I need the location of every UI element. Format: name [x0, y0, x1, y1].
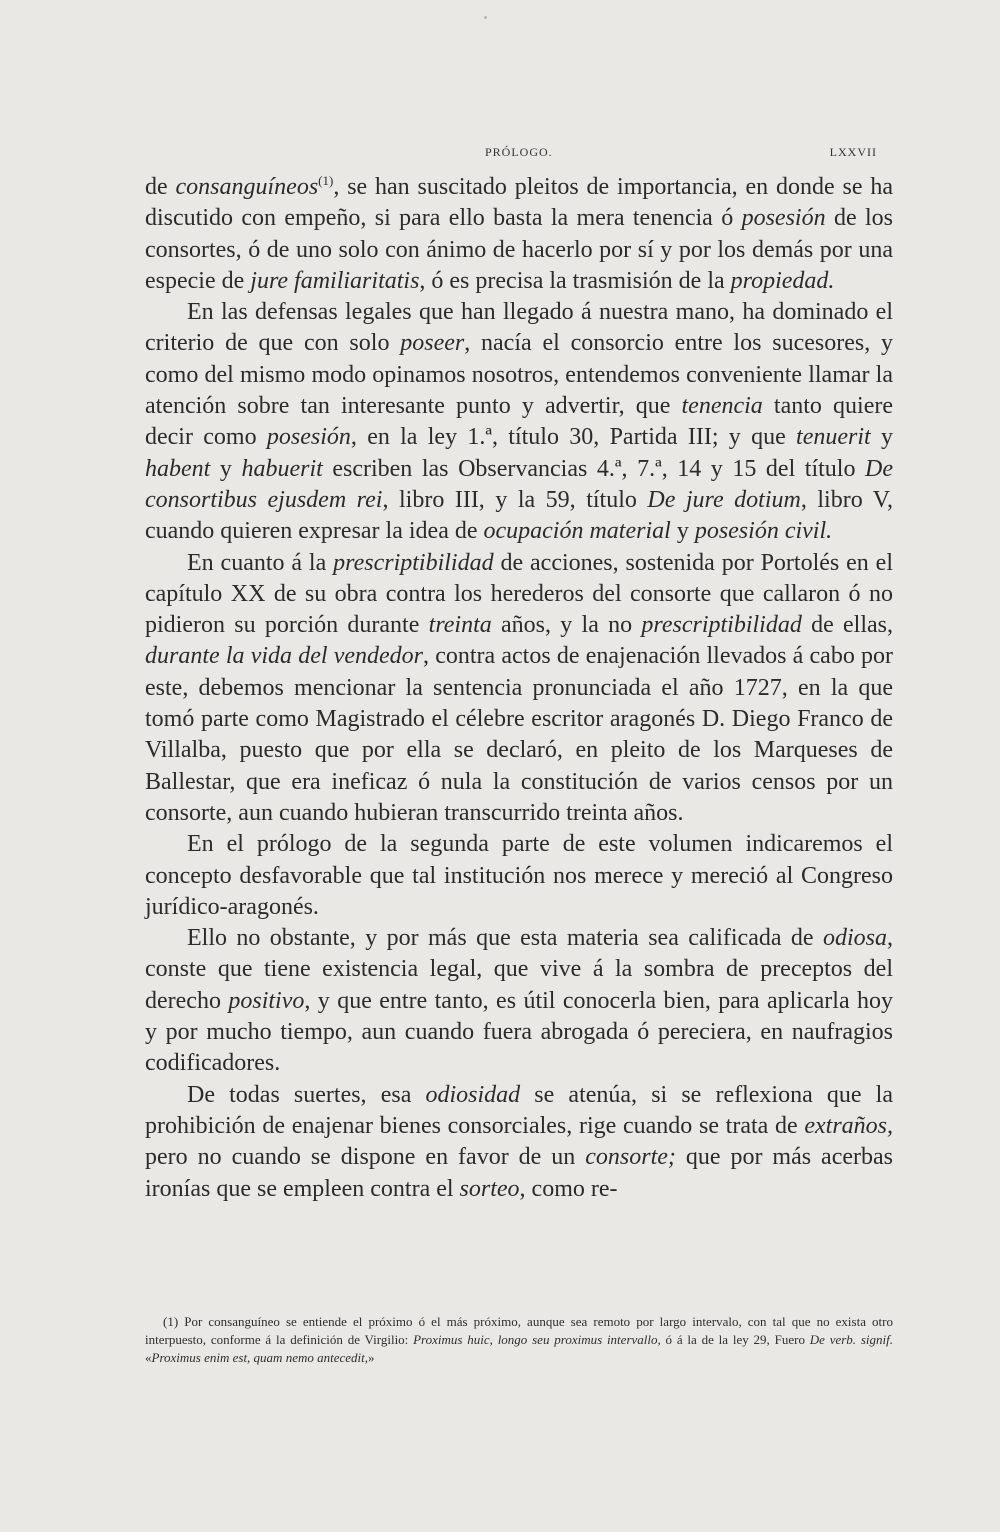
paragraph-6 [145, 1080, 893, 1205]
text-run: de acciones, sostenida por Portolés en el capítulo XX de su obra contra los herederos del consorte que callaron ó no pidieron su porción durante [145, 549, 893, 639]
text-run: de ellas, [801, 612, 893, 639]
italic-term: poseer [400, 330, 465, 357]
italic-term: durante la vida del vendedor [145, 643, 424, 670]
text-run: pero no cuando se dispone en favor de un [145, 1144, 586, 1171]
italic-term: posesión [266, 424, 351, 451]
italic-term: extraños, [804, 1112, 893, 1139]
paragraph-3 [145, 548, 893, 830]
italic-term: Proximus enim est, quam nemo antecedit, [151, 1350, 368, 1365]
italic-term: sorteo [459, 1175, 520, 1202]
italic-term: ocupación material [483, 518, 671, 545]
footnote [145, 1313, 893, 1367]
italic-term: habent [145, 455, 211, 482]
text-run: , conste que tiene existencia legal, que vive á la sombra de preceptos del derecho [145, 925, 893, 1014]
italic-term: posesión civil. [694, 518, 833, 545]
paragraph-4 [145, 829, 893, 923]
italic-term: consanguíneos [175, 174, 319, 200]
text-run: de los consortes, ó de uno solo con ánimo de hacerlo por sí y por los demás por una especie de [145, 205, 893, 294]
text-run: , contra actos de enajenación llevados á cabo por este, debemos mencionar la sentencia pronunciada el año 1727, en la que tomó parte como Magistrado el célebre escritor aragonés D. Diego Franco de Villalba, puesto que por ella se declaró, en pleito de los Marqueses de Ballestar, que era ineficaz ó nula la constitución de varios censos por un consorte, aun cuando hubieran transcurrido treinta años. [145, 643, 893, 826]
text-run: , se han suscitado pleitos de importancia, en donde se ha discutido con empeño, si para ello basta la mera tenencia ó [145, 174, 894, 232]
text-run: , ó es precisa la trasmisión de la [419, 267, 731, 294]
italic-term: prescriptibilidad [333, 549, 494, 576]
paragraph-2 [145, 297, 893, 547]
text-run: « [145, 1350, 152, 1365]
footnote-mark: (1) [163, 1314, 179, 1329]
italic-term: De jure dotium [647, 486, 801, 513]
text-run: y [670, 518, 695, 545]
text-run: , nacía el consorcio entre los sucesores, y como del mismo modo opinamos nosotros, entendemos conveniente llamar la atención sobre tan interesante punto y advertir, que [145, 330, 893, 420]
italic-term: tenuerit [796, 424, 871, 451]
paragraph-1 [145, 172, 893, 297]
italic-term: odiosa [822, 925, 887, 952]
text-run: En cuanto á la [187, 549, 334, 576]
italic-term: De consortibus ejusdem rei [145, 455, 894, 513]
text-run: tanto quiere decir como [145, 393, 894, 451]
text-run: ó á la de la ley 29, Fuero [660, 1332, 810, 1347]
text-run: , libro III, y la 59, título [382, 486, 648, 513]
text-run: Ello no obstante, y por más que esta materia sea calificada de [187, 925, 823, 952]
italic-term: consorte; [585, 1144, 676, 1171]
text-run: En las defensas legales que han llegado á nuestra mano, ha dominado el criterio de que con solo [145, 299, 893, 357]
italic-term: posesión [741, 205, 826, 232]
page-number: LXXVII [829, 145, 877, 159]
text-run: que por más acerbas ironías que se empleen contra el [145, 1144, 893, 1202]
text-run: se atenúa, si se reflexiona que la prohibición de enajenar bienes consorciales, rige cuando se trata de [145, 1081, 893, 1139]
text-run: y [210, 455, 242, 482]
body-text [145, 172, 893, 1205]
italic-term: jure familiaritatis [250, 267, 420, 294]
italic-term: De verb. signif. [809, 1332, 894, 1347]
paper-speck [484, 16, 487, 19]
italic-term: positivo [228, 987, 305, 1014]
italic-term: odiosidad [425, 1081, 521, 1108]
italic-term: Proximus huic, longo seu proximus intervallo, [413, 1332, 661, 1347]
text-run: , en la ley 1.ª, título 30, Partida III; y que [350, 424, 797, 451]
text-run: , libro V, cuando quieren expresar la idea de [145, 486, 894, 545]
italic-term: tenencia [681, 393, 763, 420]
text-run: De todas suertes, esa [187, 1081, 426, 1108]
italic-term: propiedad. [730, 267, 835, 294]
text-run: Por consanguíneo se entiende el próximo ó el más próximo, aunque sea remoto por largo intervalo, con tal que no exista otro interpuesto, conforme á la definición de Virgilio: [145, 1314, 893, 1347]
text-run: de [145, 174, 176, 200]
text-run: » [368, 1350, 375, 1365]
text-run: En el prólogo de la segunda parte de este volumen indicaremos el concepto desfavorable que tal institución nos merece y mereció al Congreso jurídico-aragonés. [145, 831, 893, 920]
running-title: PRÓLOGO. [485, 145, 553, 159]
text-run: , como re- [519, 1175, 618, 1202]
italic-term: habuerit [241, 455, 323, 482]
paragraph-5 [145, 923, 893, 1079]
footnote-reference[interactable]: (1) [318, 173, 334, 188]
running-header [145, 145, 877, 165]
text-run: escriben las Observancias 4.ª, 7.ª, 14 y 15 del título [322, 455, 866, 482]
text-run: años, y la no [491, 612, 642, 639]
text-run: y [870, 424, 894, 451]
italic-term: prescriptibilidad [641, 612, 802, 639]
italic-term: treinta [428, 612, 492, 639]
text-run: , y que entre tanto, es útil conocerla bien, para aplicarla hoy y por mucho tiempo, aun cuando fuera abrogada ó pereciera, en naufragios codificadores. [145, 987, 894, 1077]
